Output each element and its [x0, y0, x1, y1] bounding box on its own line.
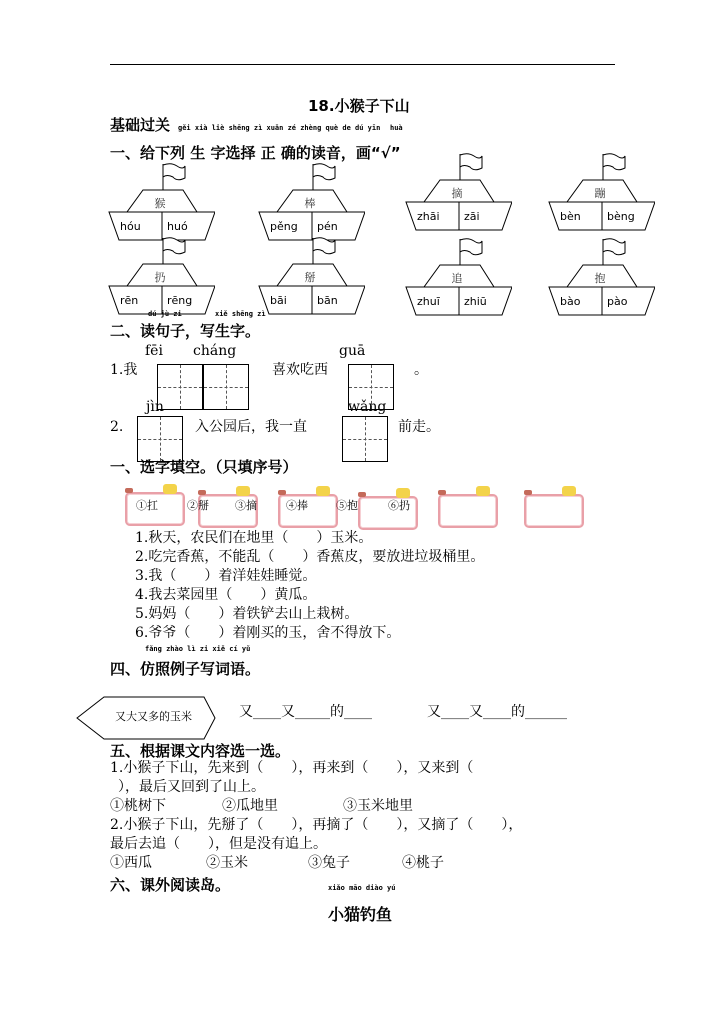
pinyin-option[interactable]: bèng	[607, 210, 635, 223]
pinyin-option[interactable]: pén	[317, 220, 338, 233]
sentence-text: 2.	[110, 419, 124, 435]
q5-text: 最后去追（ ），但是没有追上。	[110, 836, 327, 852]
q5-option: ①西瓜	[110, 855, 152, 871]
writing-grid[interactable]	[203, 364, 249, 410]
pinyin-option[interactable]: bào	[560, 295, 581, 308]
option: ③摘	[235, 499, 257, 512]
word-blank[interactable]: 又____又_____的____	[239, 704, 372, 720]
q5-option: ②玉米	[206, 855, 248, 871]
pinyin-option[interactable]: zāi	[464, 210, 480, 223]
example-word: 又大又多的玉米	[115, 710, 192, 723]
pinyin-annotation: fǎng zhào lì zi xiě cí yǔ	[145, 645, 251, 653]
boat-choice[interactable]	[402, 152, 512, 242]
option: ⑥扔	[388, 499, 410, 512]
pinyin-chang: cháng	[193, 343, 237, 359]
sentence-text: 1.我	[110, 362, 138, 378]
q5-text: 2.小猴子下山，先掰了（ ），再摘了（ ），又摘了（ ），	[110, 817, 523, 833]
pinyin-option[interactable]: hóu	[120, 220, 141, 233]
boat-character: 扔	[154, 271, 166, 284]
pinyin-fei: fēi	[145, 343, 163, 359]
pinyin-jin: jìn	[146, 399, 164, 415]
pinyin-annotation: xiǎo māo diào yú	[328, 884, 396, 892]
boat-choice[interactable]	[545, 152, 655, 242]
pinyin-gua: guā	[339, 343, 366, 359]
option: ①扛	[136, 499, 158, 512]
story-title: 小猫钓鱼	[328, 905, 393, 924]
boat-character: 抱	[594, 272, 606, 285]
boat-character: 猴	[154, 197, 166, 210]
fill-item: 1.秋天，农民们在地里（ ）玉米。	[135, 530, 373, 546]
question-4-heading: 四、仿照例子写词语。	[110, 660, 261, 678]
pinyin-option[interactable]: bāi	[270, 294, 287, 307]
q5-option: ③玉米地里	[343, 798, 413, 814]
section-basic: 基础过关	[110, 116, 171, 134]
q5-option: ④桃子	[402, 855, 444, 871]
sentence-text: 前走。	[398, 419, 440, 435]
question-5-heading: 五、根据课文内容选一选。	[110, 742, 291, 760]
sentence-text: 入公园后，我一直	[195, 419, 307, 435]
question-3-heading: 一、选字填空。（只填序号）	[110, 458, 298, 476]
pinyin-wang: wǎng	[348, 399, 387, 415]
q5-text: 1.小猴子下山，先来到（ ），再来到（ ），又来到（	[110, 760, 474, 776]
q5-option: ①桃树下	[110, 798, 166, 814]
question-2-heading: 二、读句子，写生字。	[110, 322, 261, 340]
pinyin-option[interactable]: bān	[317, 294, 338, 307]
sentence-text: 。	[414, 362, 428, 378]
q5-option: ②瓜地里	[222, 798, 278, 814]
fill-item: 4.我去菜园里（ ）黄瓜。	[135, 587, 317, 603]
picture-frame	[438, 494, 498, 528]
question-6-heading: 六、课外阅读岛。	[110, 876, 231, 894]
header-rule	[110, 64, 615, 65]
boat-character: 蹦	[594, 187, 606, 200]
pinyin-option[interactable]: rēn	[120, 294, 139, 307]
pinyin-option[interactable]: pěng	[270, 220, 298, 233]
boat-character: 追	[451, 272, 463, 285]
pinyin-option[interactable]: rēng	[167, 294, 193, 307]
boat-character: 棒	[304, 197, 316, 210]
option: ⑤抱	[336, 499, 358, 512]
option: ②掰	[187, 499, 209, 512]
q5-option: ③兔子	[308, 855, 350, 871]
pinyin-option[interactable]: zhāi	[417, 210, 440, 223]
boat-choice[interactable]	[545, 237, 655, 327]
picture-frame	[524, 494, 584, 528]
boat-character: 掰	[304, 271, 316, 284]
pinyin-option[interactable]: zhiū	[464, 295, 487, 308]
pinyin-annotation: xiě shēng zì	[215, 310, 266, 318]
pinyin-annotation: huà	[390, 124, 403, 132]
fill-item: 2.吃完香蕉，不能乱（ ）香蕉皮，要放进垃圾桶里。	[135, 549, 485, 565]
pinyin-option[interactable]: huó	[167, 220, 188, 233]
sentence-text: 喜欢吃西	[272, 362, 328, 378]
fill-item: 3.我（ ）着洋娃娃睡觉。	[135, 568, 317, 584]
word-blank[interactable]: 又____又____的______	[427, 704, 567, 720]
fill-item: 5.妈妈（ ）着铁铲去山上栽树。	[135, 606, 359, 622]
pinyin-option[interactable]: pào	[607, 295, 628, 308]
boat-character: 摘	[451, 187, 463, 200]
fill-item: 6.爷爷（ ）着刚买的玉，舍不得放下。	[135, 625, 401, 641]
pinyin-option[interactable]: bèn	[560, 210, 581, 223]
page-title: 18.小猴子下山	[308, 97, 410, 115]
pinyin-annotation: dú jù zi	[148, 310, 182, 318]
question-1-heading: 一、给下列 生 字选择 正 确的读音，画“√”	[110, 144, 401, 162]
boat-choice[interactable]	[255, 236, 365, 326]
writing-grid[interactable]	[342, 416, 388, 462]
pinyin-annotation: gěi xià liè shēng zì xuǎn zé zhèng què de dú yīn	[178, 124, 381, 132]
option: ④捧	[286, 499, 308, 512]
boat-choice[interactable]	[402, 237, 512, 327]
q5-text: ），最后又回到了山上。	[118, 779, 265, 795]
pinyin-option[interactable]: zhuī	[417, 295, 440, 308]
